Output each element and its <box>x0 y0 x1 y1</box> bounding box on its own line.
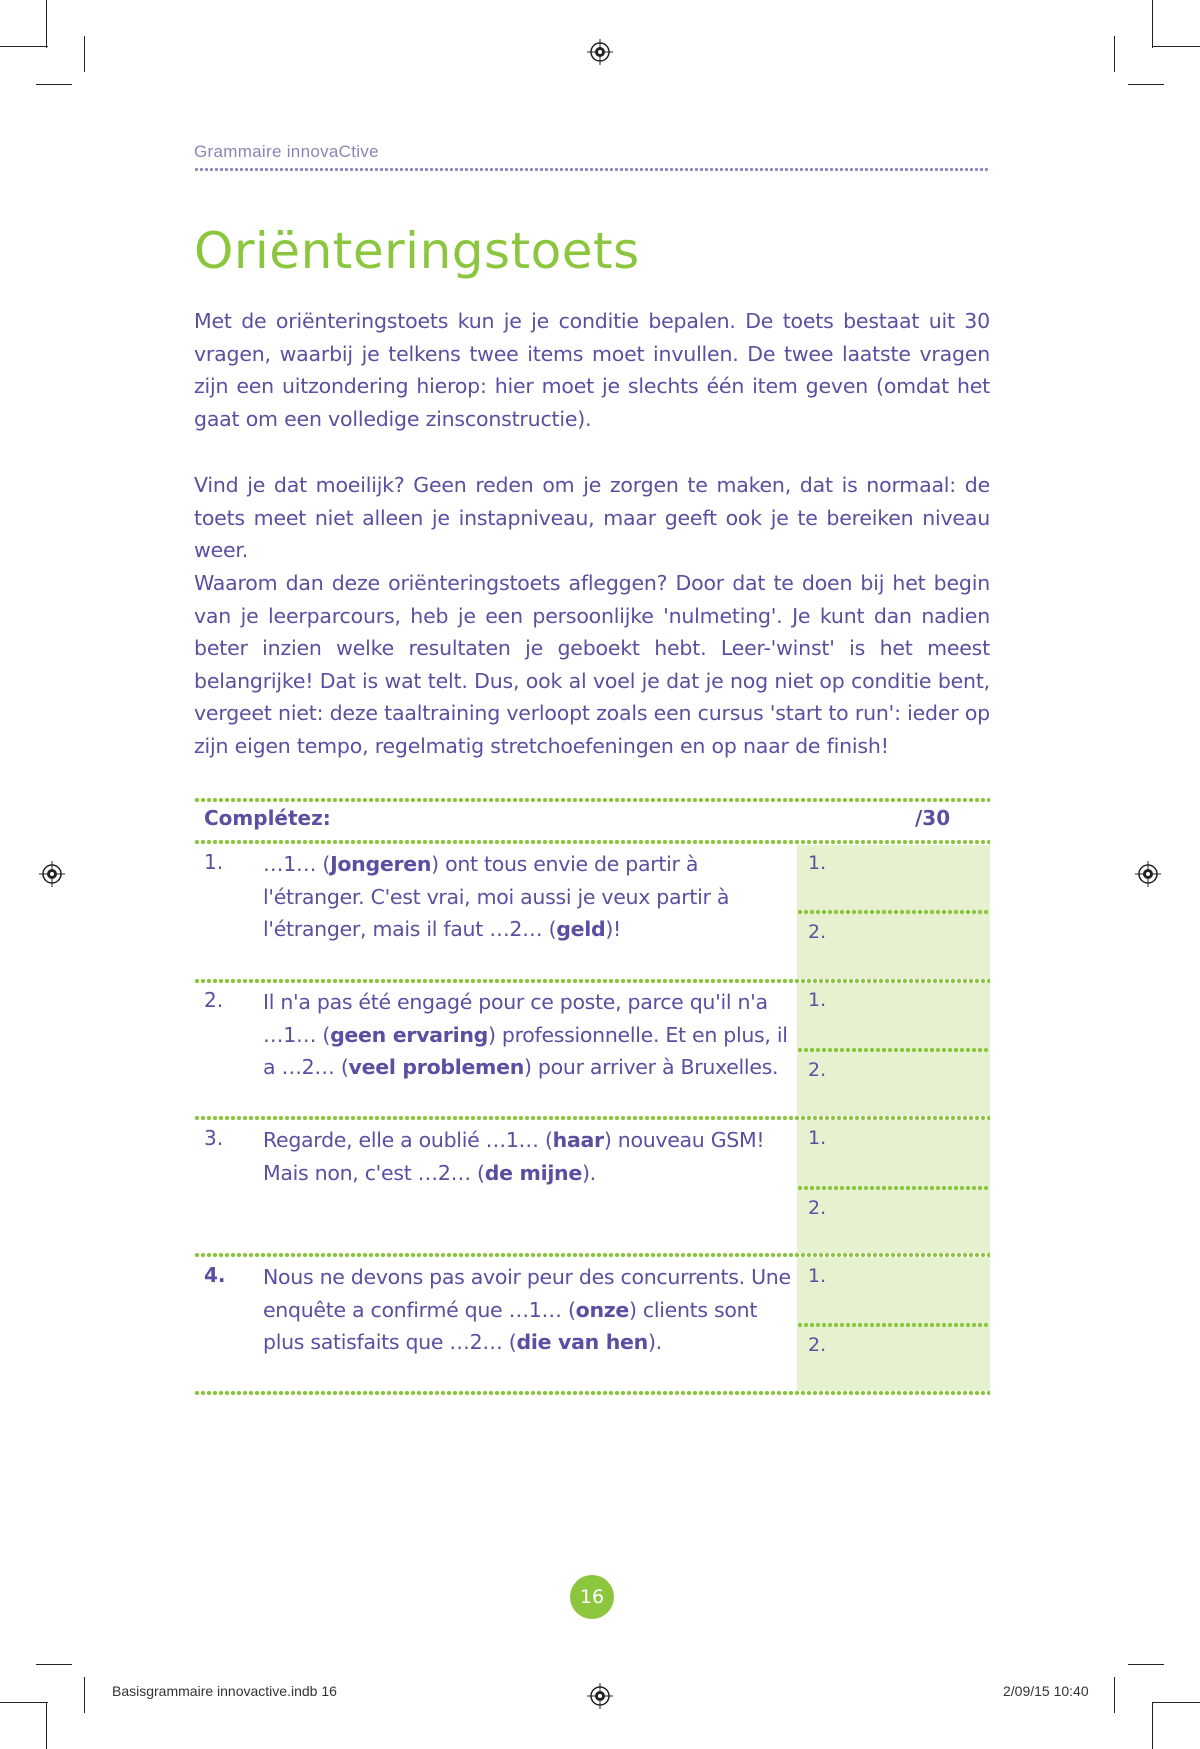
page-number: 16 <box>570 1575 614 1619</box>
answer-slot-1[interactable]: 1. <box>808 852 827 874</box>
question-text-part: ) pour arriver à Bruxelles. <box>524 1055 779 1079</box>
crop-mark <box>1152 46 1200 47</box>
answer-slot-1[interactable]: 1. <box>808 1127 827 1149</box>
answer-slot-2[interactable]: 2. <box>808 1059 827 1081</box>
crop-mark <box>46 1702 47 1749</box>
question-text <box>263 1261 793 1359</box>
crop-mark <box>0 1702 48 1703</box>
question-text <box>263 986 793 1084</box>
intro-paragraph-2: Vind je dat moeilijk? Geen reden om je zorgen te maken, dat is normaal: de toets meet niet alleen je instapniveau, maar geeft ook je te bereiken niveau weer. <box>194 473 990 562</box>
intro-paragraph-1: Met de oriënteringstoets kun je je conditie bepalen. De toets bestaat uit 30 vragen, waarbij je telkens twee items moet invullen. De twee laatste vragen zijn een uitzondering hierop: hier moet je slechts één item geven (omdat het gaat om een volledige zinsconstructie). <box>194 309 990 431</box>
crop-mark <box>84 36 85 72</box>
table-rule <box>194 1390 990 1396</box>
crop-mark <box>0 46 48 47</box>
header-divider <box>194 167 990 172</box>
question-prompt-word: veel problemen <box>348 1055 525 1079</box>
question-prompt-word: haar <box>552 1128 604 1152</box>
answer-divider <box>797 1185 990 1191</box>
question-number: 3. <box>204 1126 224 1150</box>
registration-mark-icon <box>587 39 613 65</box>
answer-slot-2[interactable]: 2. <box>808 1334 827 1356</box>
question-prompt-word: die van hen <box>516 1330 648 1354</box>
table-rule <box>194 797 990 803</box>
table-rule <box>194 978 990 984</box>
crop-mark <box>1114 1677 1115 1713</box>
answer-slot-1[interactable]: 1. <box>808 989 827 1011</box>
question-text-part: ) professionnelle. Et en plus, il a …2… ( <box>263 1022 788 1079</box>
registration-mark-icon <box>1135 861 1161 887</box>
question-number: 4. <box>204 1263 226 1287</box>
answer-slot-1[interactable]: 1. <box>808 1265 827 1287</box>
question-prompt-word: de mijne <box>484 1160 582 1185</box>
question-text-part: ) clients sont plus satisfaits que …2… ( <box>263 1297 758 1354</box>
file-slug: Basisgrammaire innovactive.indb 16 <box>112 1683 337 1699</box>
table-rule <box>194 1252 990 1258</box>
answer-slot-2[interactable]: 2. <box>808 921 827 943</box>
registration-mark-icon <box>587 1683 613 1709</box>
question-text-part: ). <box>581 1160 596 1185</box>
crop-mark <box>1128 1664 1164 1665</box>
crop-mark <box>1152 1702 1200 1703</box>
score-total: /30 <box>915 806 951 830</box>
question-text-part: …1… ( <box>263 852 331 876</box>
crop-mark <box>1152 1702 1153 1749</box>
question-prompt-word: geld <box>556 917 606 941</box>
crop-mark <box>36 1664 72 1665</box>
crop-mark <box>1152 0 1153 48</box>
answer-slot-2[interactable]: 2. <box>808 1197 827 1219</box>
answer-divider <box>797 1322 990 1328</box>
question-text-part: ) ont tous envie de partir à l'étranger. C'est vrai, moi aussi je veux partir à l'étranger, mais il faut …2… ( <box>263 852 730 941</box>
timestamp-slug: 2/09/15 10:40 <box>1003 1683 1089 1699</box>
crop-mark <box>1114 36 1115 72</box>
running-head: Grammaire innovaCtive <box>194 142 379 161</box>
question-prompt-word: geen ervaring <box>330 1022 488 1047</box>
intro-paragraph-3: Waarom dan deze oriënteringstoets afleggen? Door dat te doen bij het begin van je leerparcours, heb je een persoonlijke 'nulmeting'. Je kunt dan nadien beter inzien welke resultaten je geboekt hebt. Leer-'winst' is het meest belangrijke! Dat is wat telt. Dus, ook al voel je dat je nog niet op conditie bent, vergeet niet: deze taaltraining verloopt zoals een cursus 'start to run': ieder op zijn eigen tempo, regelmatig stretchoefeningen en op naar de finish! <box>194 571 990 758</box>
question-text-part: Il n'a pas été engagé pour ce poste, parce qu'il n'a …1… ( <box>263 990 768 1047</box>
question-text-part: ). <box>647 1330 662 1354</box>
answer-divider <box>797 1047 990 1053</box>
crop-mark <box>84 1677 85 1713</box>
question-text-part: )! <box>605 917 621 941</box>
crop-mark <box>46 0 47 48</box>
question-text-part: ) nouveau GSM! Mais non, c'est …2… ( <box>263 1128 765 1185</box>
question-prompt-word: onze <box>575 1297 629 1322</box>
question-text-part: Regarde, elle a oublié …1… ( <box>263 1128 553 1152</box>
question-text <box>263 848 793 946</box>
exercise-instruction: Complétez: <box>204 806 331 830</box>
question-number: 2. <box>204 988 224 1012</box>
crop-mark <box>1128 84 1164 85</box>
crop-mark <box>36 84 72 85</box>
page-title: Oriënteringstoets <box>194 222 640 280</box>
question-number: 1. <box>204 850 224 874</box>
question-text <box>263 1124 793 1189</box>
answer-divider <box>797 909 990 915</box>
question-prompt-word: Jongeren <box>330 852 432 876</box>
question-text-part: Nous ne devons pas avoir peur des concurrents. Une enquête a confirmé que …1… ( <box>263 1265 791 1322</box>
registration-mark-icon <box>39 861 65 887</box>
table-rule <box>194 1115 990 1121</box>
